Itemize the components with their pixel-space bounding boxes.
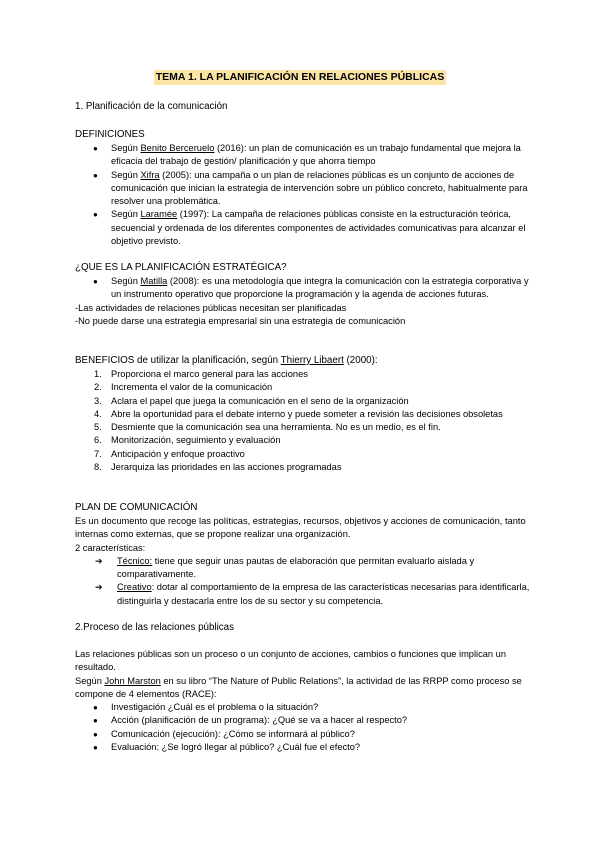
text: Monitorización, seguimiento y evaluación <box>111 435 281 446</box>
list-item <box>75 208 535 248</box>
bullet-icon: ● <box>93 210 98 220</box>
list-item <box>75 581 535 608</box>
section-1-heading: 1. Planificación de la comunicación <box>75 101 228 112</box>
estrategica-heading: ¿QUE ES LA PLANIFICACIÓN ESTRATÉGICA? <box>75 262 287 273</box>
text: (2016): un plan de comunicación es un trabajo fundamental que mejora la eficacia del trabajo de gestión/ planificación y que ahorra tiempo <box>111 143 521 167</box>
bullet-icon: ● <box>93 703 98 713</box>
bullet-icon: ● <box>93 716 98 726</box>
estrategica-list <box>75 275 535 302</box>
caracteristicas-list <box>75 555 535 608</box>
list-item <box>75 368 535 381</box>
list-item <box>75 434 535 447</box>
text: Desmiente que la comunicación sea una herramienta. No es un medio, es el fin. <box>111 422 441 433</box>
race-list <box>75 701 535 754</box>
list-item <box>75 555 535 582</box>
proceso-section <box>75 648 535 754</box>
list-item <box>75 728 535 741</box>
text: (2005): una campaña o un plan de relaciones públicas es un conjunto de acciones de comunicación que inician la estrategia de intervención sobre un público concreto, habitualmente para resolver una problemática. <box>111 169 528 207</box>
section-2-heading: 2.Proceso de las relaciones públicas <box>75 622 235 633</box>
text: Según <box>111 169 141 180</box>
text: Según <box>111 276 141 286</box>
document-title: TEMA 1. LA PLANIFICACIÓN EN RELACIONES PÚBLICAS <box>155 71 445 83</box>
bullet-icon: ● <box>93 144 98 153</box>
list-item <box>75 408 535 421</box>
text: Acción (planificación de un programa): ¿Qué se va a hacer al respecto? <box>111 715 408 726</box>
text: Aclara el papel que juega la comunicación en el seno de la organización <box>111 395 409 406</box>
author-name: Benito Berceruelo <box>140 143 215 153</box>
author-name: Laramée <box>140 209 178 220</box>
list-number: 8. <box>94 462 102 473</box>
text: (1997): La campaña de relaciones públicas consiste en la estructuración teórica, secuencial y ordenada de los diferentes componentes de actividades comunicativas para alcanzar el objetivo previsto. <box>111 209 526 247</box>
list-number: 3. <box>94 395 102 406</box>
note-line: -Las actividades de relaciones públicas necesitan ser planificadas <box>75 302 347 313</box>
author-name: Thierry Libaert <box>280 355 344 366</box>
beneficios-list <box>75 368 535 474</box>
text: Anticipación y enfoque proactivo <box>111 448 245 459</box>
author-name: Matilla <box>140 276 168 286</box>
note-line: -No puede darse una estrategia empresarial sin una estrategia de comunicación <box>75 315 406 326</box>
plan-paragraph: Es un documento que recoge las políticas, estrategias, recursos, objetivos y acciones de comunicación, tanto internas como externas, que se propone realizar una organización. <box>75 516 526 540</box>
bullet-icon: ● <box>93 277 98 286</box>
text: Jerarquiza las prioridades en las acciones programadas <box>111 462 342 473</box>
list-item <box>75 421 535 434</box>
text: tiene que seguir unas pautas de elaboración que permitan evaluarlo aislada y comparativamente. <box>117 555 475 580</box>
text: Según <box>75 675 105 686</box>
text: BENEFICIOS de utilizar la planificación, según <box>75 355 281 366</box>
list-item <box>75 461 535 474</box>
list-number: 2. <box>94 382 102 393</box>
list-number: 6. <box>94 435 102 446</box>
list-item <box>75 448 535 461</box>
list-number: 4. <box>94 408 102 419</box>
proceso-paragraph: Las relaciones públicas son un proceso o un conjunto de acciones, cambios o funciones que implican un resultado. <box>75 649 507 673</box>
plan-section <box>75 501 535 608</box>
list-item <box>75 275 535 302</box>
term: Técnico: <box>117 555 153 566</box>
bullet-icon: ● <box>93 743 98 753</box>
plan-heading: PLAN DE COMUNICACIÓN <box>75 502 198 513</box>
term: Creativo <box>117 582 152 593</box>
title-wrap <box>0 70 600 85</box>
text: Proporciona el marco general para las acciones <box>111 369 308 379</box>
text: Evaluación: ¿Se logró llegar al público? ¿Cuál fue el efecto? <box>111 742 361 753</box>
list-item <box>75 701 535 714</box>
arrow-icon: ➔ <box>95 582 103 593</box>
beneficios-heading <box>75 354 535 368</box>
marston-paragraph <box>75 675 535 702</box>
list-item <box>75 142 535 169</box>
text: Investigación ¿Cuál es el problema o la situación? <box>111 702 319 713</box>
author-name: Xifra <box>140 169 160 180</box>
definiciones-section <box>75 128 535 248</box>
text: (2000): <box>343 355 378 366</box>
plan-subheading: 2 características: <box>75 542 146 553</box>
list-item <box>75 169 535 209</box>
text: Comunicación (ejecución): ¿Cómo se informará al público? <box>111 728 355 739</box>
list-number: 1. <box>94 369 102 379</box>
list-number: 7. <box>94 448 102 459</box>
list-item <box>75 381 535 394</box>
beneficios-section <box>75 354 535 474</box>
list-item <box>75 714 535 727</box>
text: (2008): es una metodología que integra la comunicación con la estrategia corporativa y un instrumento operativo que proporcione la programación y la agenda de acciones futuras. <box>111 276 529 300</box>
bullet-icon: ● <box>93 729 98 739</box>
text: Incrementa el valor de la comunicación <box>111 382 273 393</box>
bullet-icon: ● <box>93 170 98 180</box>
text: : dotar al comportamiento de la empresa de las características necesarias para identificarla, distinguirla y destacarla entre los de su sector y su competencia. <box>117 582 530 606</box>
list-item <box>75 395 535 408</box>
text: Según <box>111 209 141 220</box>
definiciones-heading: DEFINICIONES <box>75 129 145 140</box>
list-item <box>75 741 535 754</box>
definiciones-list <box>75 142 535 248</box>
text: Según <box>111 143 141 153</box>
arrow-icon: ➔ <box>95 555 103 566</box>
list-number: 5. <box>94 422 102 433</box>
estrategica-section <box>75 261 535 328</box>
text: en su libro “The Nature of Public Relations”, la actividad de las RRPP como proceso se compone de 4 elementos (RACE): <box>75 675 522 699</box>
author-name: John Marston <box>104 675 161 686</box>
text: Abre la oportunidad para el debate interno y puede someter a revisión las decisiones obsoletas <box>111 408 503 419</box>
